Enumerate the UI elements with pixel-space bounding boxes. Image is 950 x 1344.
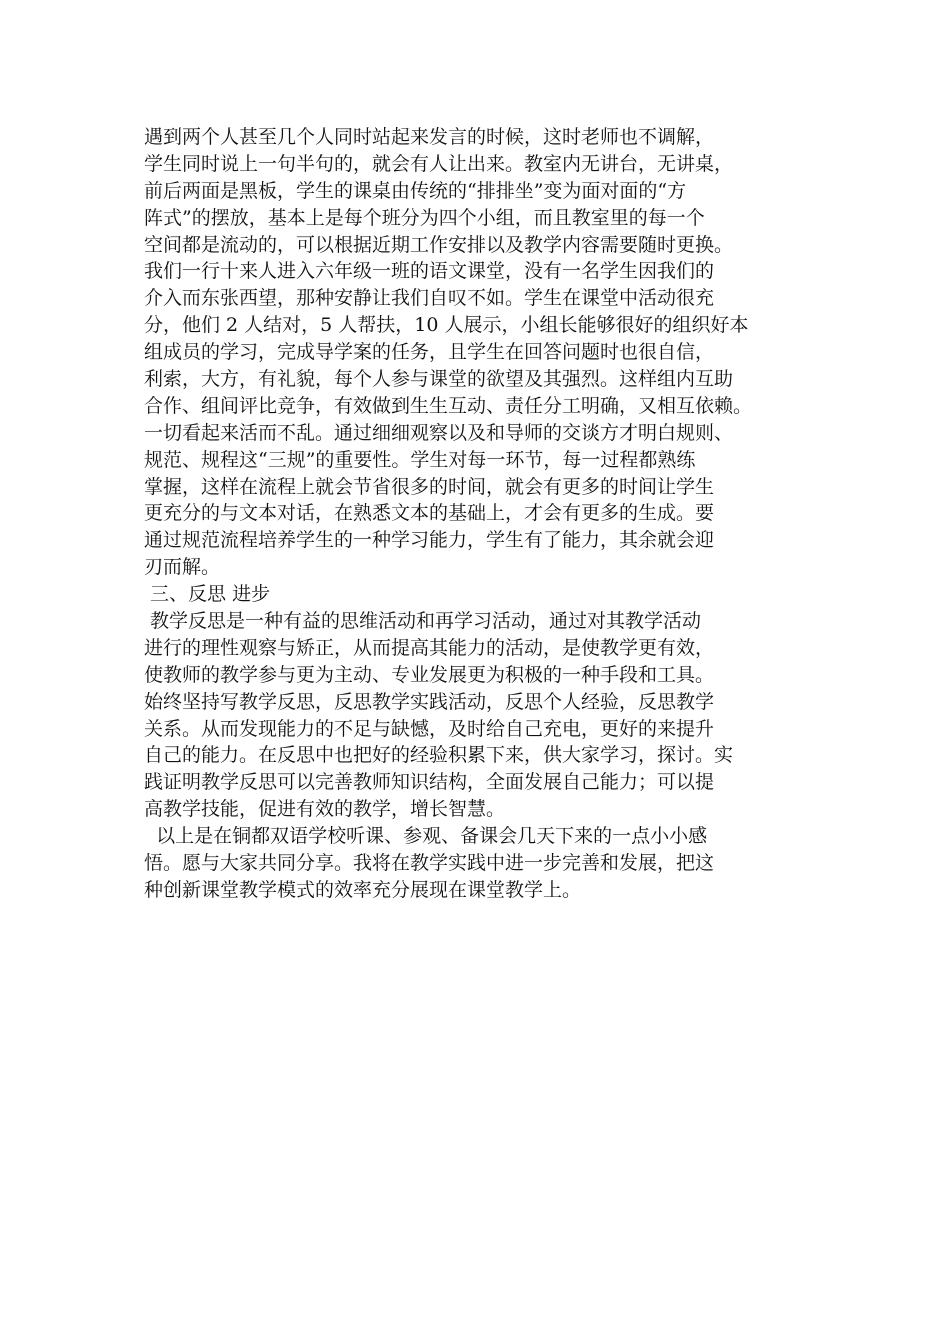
text-line: 践证明教学反思可以完善教师知识结构，全面发展自己能力；可以提 <box>144 771 715 794</box>
text-line: 分，他们 2 人结对，5 人帮扶，10 人展示，小组长能够很好的组织好本 <box>144 314 749 337</box>
text-line: 关系。从而发现能力的不足与缺憾，及时给自己充电，更好的来提升 <box>144 717 715 740</box>
text-line: 我们一行十来人进入六年级一班的语文课堂，没有一名学生因我们的 <box>144 260 715 283</box>
text-line: 遇到两个人甚至几个人同时站起来发言的时候，这时老师也不调解， <box>144 126 715 148</box>
text-line: 进行的理性观察与矫正，从而提高其能力的活动，是使教学更有效， <box>144 636 715 659</box>
text-line: 以上是在铜都双语学校听课、参观、备课会几天下来的一点小小感 <box>144 825 708 848</box>
text-line: 教学反思是一种有益的思维活动和再学习活动，通过对其教学活动 <box>144 610 702 633</box>
text-line: 利索，大方，有礼貌，每个人参与课堂的欲望及其强烈。这样组内互助 <box>144 368 734 391</box>
text-line: 悟。愿与大家共同分享。我将在教学实践中进一步完善和发展，把这 <box>144 852 715 875</box>
text-line: 阵式”的摆放，基本上是每个班分为四个小组，而且教室里的每一个 <box>144 206 705 229</box>
text-line: 刃而解。 <box>144 556 221 579</box>
text-line: 组成员的学习，完成导学案的任务，且学生在回答问题时也很自信， <box>144 341 715 364</box>
text-line: 一切看起来活而不乱。通过细细观察以及和导师的交谈方才明白规则、 <box>144 421 734 444</box>
text-line: 介入而东张西望，那种安静让我们自叹不如。学生在课堂中活动很充 <box>144 287 715 310</box>
text-line: 种创新课堂教学模式的效率充分展现在课堂教学上。 <box>144 878 582 901</box>
text-line: 通过规范流程培养学生的一种学习能力，学生有了能力，其余就会迎 <box>144 529 715 552</box>
text-line: 空间都是流动的，可以根据近期工作安排以及教学内容需要随时更换。 <box>144 233 734 256</box>
text-line: 规范、规程这“三规”的重要性。学生对每一环节，每一过程都熟练 <box>144 448 696 471</box>
text-line: 前后两面是黑板，学生的课桌由传统的“排排坐”变为面对面的“方 <box>144 179 687 202</box>
text-line: 自己的能力。在反思中也把好的经验积累下来，供大家学习，探讨。实 <box>144 744 734 767</box>
text-line: 合作、组间评比竞争，有效做到生生互动、责任分工明确，又相互依赖。 <box>144 394 753 417</box>
text-line: 学生同时说上一句半句的，就会有人让出来。教室内无讲台，无讲桌， <box>144 152 734 175</box>
section-heading: 三、反思 进步 <box>144 583 271 606</box>
text-line: 始终坚持写教学反思，反思教学实践活动，反思个人经验，反思教学 <box>144 690 715 713</box>
text-line: 掌握，这样在流程上就会节省很多的时间，就会有更多的时间让学生 <box>144 475 715 498</box>
text-line: 使教师的教学参与更为主动、专业发展更为积极的一种手段和工具。 <box>144 663 715 686</box>
text-line: 更充分的与文本对话，在熟悉文本的基础上，才会有更多的生成。要 <box>144 502 715 525</box>
text-line: 高教学技能，促进有效的教学，增长智慧。 <box>144 798 506 821</box>
body-text <box>144 124 824 904</box>
